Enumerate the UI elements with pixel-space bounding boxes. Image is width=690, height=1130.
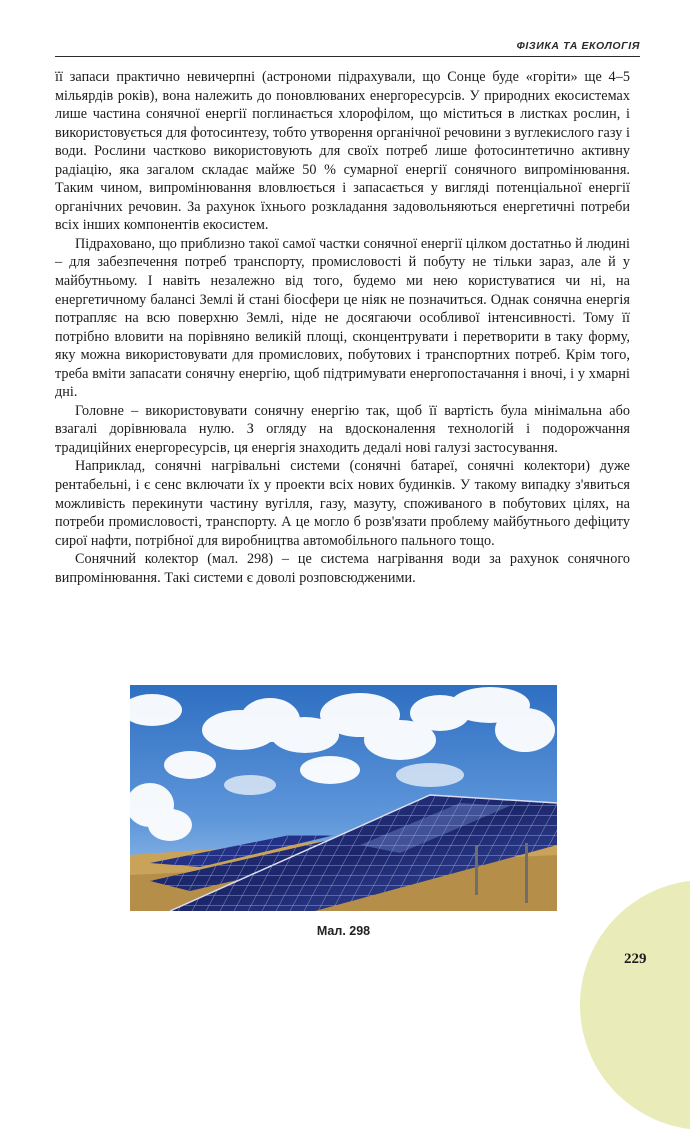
header-rule	[55, 56, 640, 57]
running-title: ФІЗИКА ТА ЕКОЛОГІЯ	[516, 40, 640, 52]
paragraph: її запаси практично невичерпні (астрономи підрахували, що Сонце буде «горіти» ще 4–5 мільярдів років), вона належить до поновлюваних енергоресурсів. У природних екосистемах лише частина сонячної енергії поглинається хлорофілом, що міститься в листках рослин, і використовується для фотосинтезу, тобто утворення органічної речовини з вуглекислого газу і води. Рослини частково використовують для своїх потреб лише фотосинтетично активну радіацію, яка загалом складає майже 50 % сумарної енергії сонячного випромінювання. Таким чином, випромінювання вловлюється і запасається у вигляді потенціальної енергії органічних речовин. За рахунок їхнього розкладання задовольняються енергетичні потреби всіх інших компонентів екосистем.	[55, 69, 630, 234]
corner-decoration	[580, 880, 690, 1130]
solar-panels-photo	[130, 685, 557, 911]
paragraph: Сонячний колектор (мал. 298) – це система нагрівання води за рахунок сонячного випромінювання. Такі системи є доволі розповсюдженими.	[55, 551, 630, 586]
figure-caption: Мал. 298	[316, 924, 371, 938]
paragraph: Головне – використовувати сонячну енергію так, щоб її вартість була мінімальна або взагалі дорівнювала нулю. З огляду на вдосконалення технологій і подорожчання традиційних енергоресурсів, ця енергія знаходить дедалі нові галузі застосування.	[55, 402, 630, 456]
paragraph: Наприклад, сонячні нагрівальні системи (сонячні батареї, сонячні колектори) дуже рентабельні, і є сенс включати їх у проекти всіх нових будинків. У такому випадку з'явиться можливість перекинути частину вугілля, газу, мазуту, споживаного в побутових цілях, на потреби промисловості, транспорту. А це могло б розв'язати проблему майбутнього дефіциту сирої нафти, потрібної для виробництва автомобільного пального тощо.	[55, 458, 630, 549]
paragraph: Підраховано, що приблизно такої самої частки сонячної енергії цілком достатньо й людині – для забезпечення потреб транспорту, промисловості й побуту не тільки зараз, але й у майбутньому. І навіть незалежно від того, будемо ми нею користуватися чи ні, на енергетичному балансі Землі й стані біосфери це ніяк не позначиться. Однак сонячна енергія потрапляє на всю поверхню Землі, ніде не досягаючи особливої інтенсивності. Тому її потрібно вловити на порівняно великій площі, сконцентрувати і перетворити в таку форму, яку можна використовувати для промислових, побутових і транспортних потреб. Крім того, треба вміти запасати сонячну енергію, щоб підтримувати енергопостачання і вночі, і у хмарні дні.	[55, 235, 630, 401]
page-number: 229	[624, 951, 647, 967]
body-text	[55, 68, 630, 587]
